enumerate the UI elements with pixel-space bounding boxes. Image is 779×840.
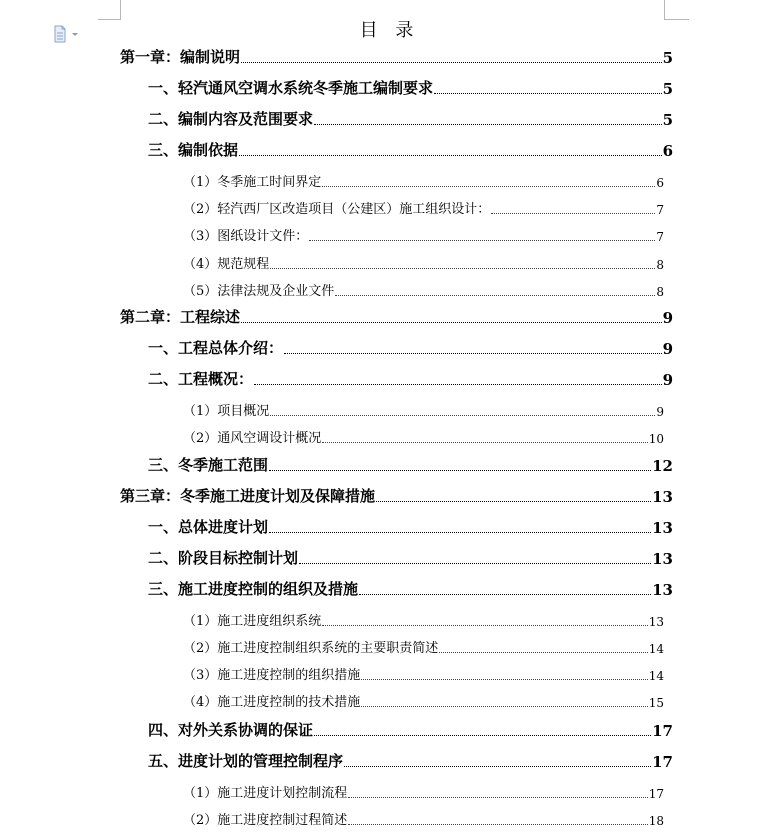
toc-dot-leader: [241, 62, 662, 63]
toc-entry-title: （2）施工进度控制过程简述: [183, 813, 348, 828]
toc-dot-leader: [322, 625, 647, 626]
toc-page-number: 18: [648, 814, 664, 828]
toc-entry-title: （1）冬季施工时间界定: [183, 175, 322, 190]
toc-entry-level1[interactable]: [120, 46, 673, 67]
toc-entry-title: 二、阶段目标控制计划: [148, 549, 299, 567]
toc-dot-leader: [241, 322, 662, 323]
toc-entry-level1[interactable]: [120, 485, 673, 506]
toc-dot-leader: [359, 594, 651, 595]
toc-page-number: 13: [648, 615, 664, 629]
toc-page-number: 13: [652, 550, 673, 568]
toc-page-number: 12: [652, 457, 673, 475]
toc-entry-level3[interactable]: [183, 198, 664, 217]
toc-entry-title: （2）通风空调设计概况: [183, 431, 322, 446]
toc-entry-title: 三、施工进度控制的组织及措施: [148, 580, 359, 598]
toc-entry-title: 三、编制依据: [148, 141, 239, 159]
toc-entry-level2[interactable]: [148, 77, 673, 98]
toc-dot-leader: [322, 442, 647, 443]
toc-entry-title: （1）项目概况: [183, 404, 270, 419]
toc-dot-leader: [269, 470, 651, 471]
toc-dot-leader: [348, 797, 647, 798]
toc-entry-title: 第三章：冬季施工进度计划及保障措施: [120, 487, 376, 505]
toc-dot-leader: [335, 295, 655, 296]
toc-page-number: 5: [662, 49, 673, 67]
toc-dot-leader: [299, 563, 651, 564]
toc-entry-title: 一、工程总体介绍：: [148, 339, 284, 357]
toc-entry-title: 二、工程概况：: [148, 370, 254, 388]
toc-dot-leader: [344, 766, 651, 767]
toc-entry-level2[interactable]: [148, 337, 673, 358]
toc-page-number: 9: [662, 371, 673, 389]
toc-page-number: 8: [656, 285, 664, 299]
toc-dot-leader: [361, 679, 647, 680]
toc-dot-leader: [309, 240, 655, 241]
toc-entry-level3[interactable]: [183, 691, 664, 710]
toc-entry-level2[interactable]: [148, 108, 673, 129]
toc-page-number: 7: [656, 203, 664, 217]
toc-page-number: 8: [656, 258, 664, 272]
toc-entry-title: 一、轻汽通风空调水系统冬季施工编制要求: [148, 79, 434, 97]
toc-dot-leader: [376, 501, 651, 502]
toc-entry-level2[interactable]: [148, 454, 673, 475]
toc-page-number: 9: [662, 309, 673, 327]
toc-entry-title: 二、编制内容及范围要求: [148, 110, 314, 128]
toc-dot-leader: [314, 735, 651, 736]
toc-entry-title: （1）施工进度组织系统: [183, 614, 322, 629]
toc-entry-level3[interactable]: [183, 280, 664, 299]
toc-entry-level2[interactable]: [148, 578, 673, 599]
toc-page-number: 14: [648, 669, 664, 683]
toc-entry-level2[interactable]: [148, 547, 673, 568]
toc-entry-level3[interactable]: [183, 171, 664, 190]
toc-entry-level2[interactable]: [148, 516, 673, 537]
toc-entry-title: 一、总体进度计划: [148, 518, 269, 536]
toc-entry-level2[interactable]: [148, 719, 673, 740]
toc-page-number: 13: [652, 581, 673, 599]
toc-dot-leader: [361, 706, 647, 707]
toc-page-number: 15: [648, 696, 664, 710]
toc-entry-level3[interactable]: [183, 809, 664, 828]
toc-page-number: 9: [662, 340, 673, 358]
toc-entry-title: （2）施工进度控制组织系统的主要职责简述: [183, 641, 439, 656]
toc-dot-leader: [270, 268, 655, 269]
toc-entry-level2[interactable]: [148, 368, 673, 389]
toc-entry-level2[interactable]: [148, 750, 673, 771]
toc-page-number: 17: [648, 787, 664, 801]
toc-page-number: 17: [652, 753, 673, 771]
toc-entry-title: 四、对外关系协调的保证: [148, 721, 314, 739]
toc-page-number: 5: [662, 111, 673, 129]
toc-entry-title: （3）图纸设计文件：: [183, 229, 309, 244]
toc-entry-title: 三、冬季施工范围: [148, 456, 269, 474]
toc-dot-leader: [348, 824, 647, 825]
toc-dot-leader: [269, 532, 651, 533]
toc-title: 目 录: [359, 20, 420, 41]
toc-dot-leader: [239, 155, 662, 156]
toc-entry-level3[interactable]: [183, 782, 664, 801]
toc-dot-leader: [284, 353, 662, 354]
toc-entry-title: （4）施工进度控制的技术措施: [183, 695, 361, 710]
toc-page-number: 9: [656, 405, 664, 419]
toc-page-number: 7: [656, 230, 664, 244]
toc-dot-leader: [270, 415, 655, 416]
toc-dot-leader: [491, 213, 655, 214]
toc-page-number: 14: [648, 642, 664, 656]
toc-entry-level1[interactable]: [120, 306, 673, 327]
toc-entry-title: 第一章：编制说明: [120, 48, 241, 66]
toc-page-number: 13: [652, 488, 673, 506]
toc-page-number: 6: [662, 142, 673, 160]
toc-entry-title: 五、进度计划的管理控制程序: [148, 752, 344, 770]
toc-entry-level3[interactable]: [183, 610, 664, 629]
toc-page-number: 13: [652, 519, 673, 537]
toc-entry-title: （1）施工进度计划控制流程: [183, 786, 348, 801]
toc-dot-leader: [434, 93, 662, 94]
toc-entry-level3[interactable]: [183, 400, 664, 419]
toc-entry-title: （5）法律法规及企业文件: [183, 284, 335, 299]
toc-entry-title: 第二章：工程综述: [120, 308, 241, 326]
toc-entry-title: （3）施工进度控制的组织措施: [183, 668, 361, 683]
toc-page-number: 10: [648, 432, 664, 446]
toc-page-number: 6: [656, 176, 664, 190]
toc-page-number: 5: [662, 80, 673, 98]
toc-entry-level3[interactable]: [183, 427, 664, 446]
toc-entry-level3[interactable]: [183, 664, 664, 683]
toc-dot-leader: [254, 384, 662, 385]
toc-entry-title: （2）轻汽西厂区改造项目（公建区）施工组织设计：: [183, 202, 491, 217]
toc-dot-leader: [322, 186, 655, 187]
toc-entry-title: （4）规范规程: [183, 257, 270, 272]
toc-dot-leader: [314, 124, 662, 125]
toc-entry-level3[interactable]: [183, 253, 664, 272]
toc-entry-level2[interactable]: [148, 139, 673, 160]
toc-dot-leader: [439, 652, 647, 653]
toc-entry-level3[interactable]: [183, 225, 664, 244]
toc-entry-level3[interactable]: [183, 637, 664, 656]
toc-page-number: 17: [652, 722, 673, 740]
